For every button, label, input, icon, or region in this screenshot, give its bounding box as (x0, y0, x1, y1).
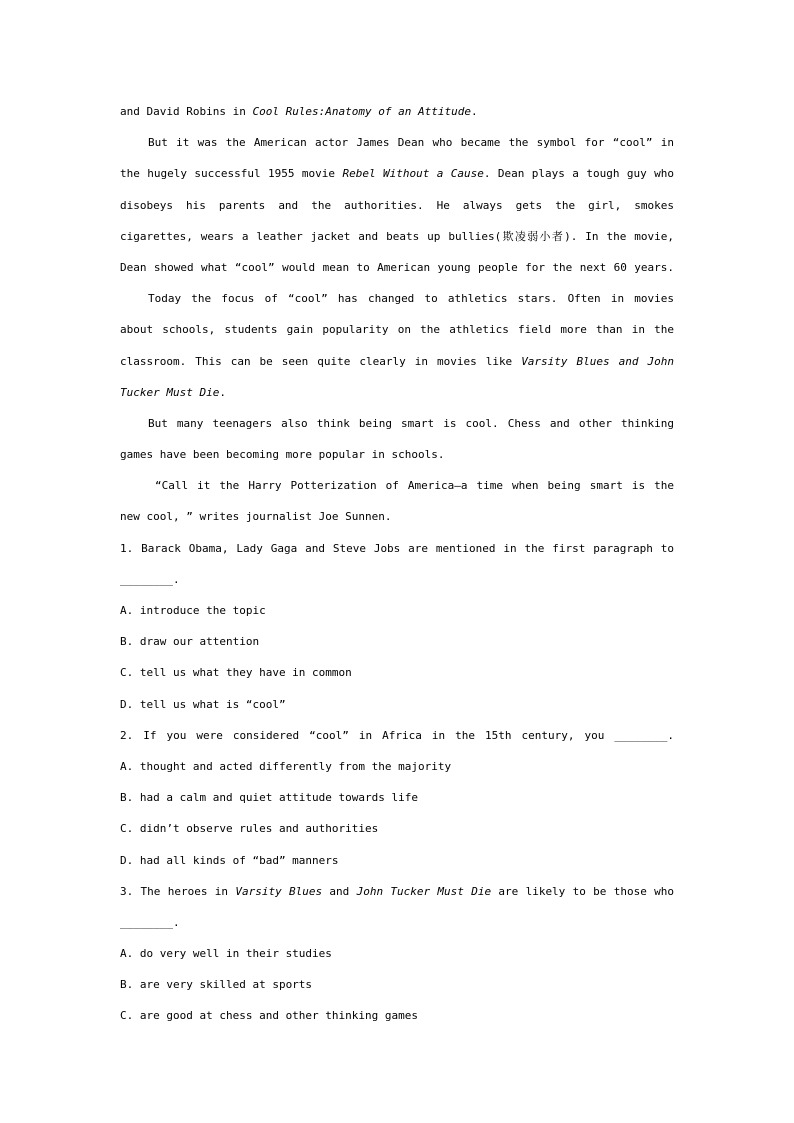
question-1-option-b: B. draw our attention (120, 635, 260, 649)
text: ________. (120, 915, 180, 929)
text: . Dean plays a tough guy who (483, 167, 674, 181)
passage-line (120, 158, 674, 189)
question-3-stem (120, 876, 674, 907)
text: . (219, 385, 226, 399)
question-2-option-b: B. had a calm and quiet attitude towards life (120, 791, 419, 805)
question-1-option-d: D. tell us what is “cool” (120, 697, 286, 711)
movie-title: Varsity Blues (235, 884, 323, 898)
question-2-option-d: D. had all kinds of “bad” manners (120, 853, 339, 867)
text: 1. Barack Obama, Lady Gaga and Steve Jobs are mentioned in the first paragraph to (120, 541, 674, 555)
text: and David Robins in (120, 105, 253, 118)
passage-line (120, 221, 674, 252)
passage-line (120, 439, 674, 470)
text: about schools, students gain popularity on the athletics field more than in the (120, 323, 674, 337)
text: are likely to be those who (491, 884, 674, 898)
question-3-blank (120, 907, 674, 938)
passage-line (120, 252, 674, 283)
text: games have been becoming more popular in schools. (120, 448, 445, 462)
text: Dean showed what “cool” would mean to American young people for the next 60 years. (120, 260, 674, 274)
passage-line (120, 283, 674, 314)
movie-title: Tucker Must Die (120, 385, 220, 399)
passage-line (120, 501, 674, 532)
text: ________. (120, 572, 180, 586)
document-page (120, 96, 674, 1032)
text: But it was the American actor James Dean who became the symbol for “cool” in (148, 136, 674, 150)
passage-line (120, 377, 674, 408)
question-1-stem (120, 533, 674, 564)
text: But many teenagers also think being smart is cool. Chess and other thinking (148, 416, 674, 430)
text: cigarettes, wears a leather jacket and beats up bullies(欺凌弱小者). In the movie, (120, 229, 674, 243)
text: and (322, 884, 357, 898)
question-1-blank (120, 564, 674, 595)
passage-line (120, 408, 674, 439)
question-2-option-c: C. didn’t observe rules and authorities (120, 822, 379, 836)
book-title: Cool Rules:Anatomy of an Attitude (252, 105, 471, 118)
text: classroom. This can be seen quite clearly in movies like (120, 354, 522, 368)
text: 2. If you were considered “cool” in Africa in the 15th century, you ________. (120, 728, 674, 742)
question-3-option-a: A. do very well in their studies (120, 947, 332, 961)
question-1-option-a: A. introduce the topic (120, 604, 266, 617)
passage-line (120, 127, 674, 158)
text: disobeys his parents and the authorities. He always gets the girl, smokes (120, 198, 674, 212)
question-2-option-a: A. thought and acted differently from the majority (120, 759, 452, 773)
movie-title: Rebel Without a Cause (342, 167, 484, 181)
movie-title: Varsity Blues and John (521, 354, 674, 368)
passage-line (120, 314, 674, 345)
question-3-option-b: B. are very skilled at sports (120, 978, 313, 992)
text: “Call it the Harry Potterization of America—a time when being smart is the (155, 479, 674, 493)
text: the hugely successful 1955 movie (120, 167, 343, 181)
passage-line (120, 470, 674, 501)
question-2-stem (120, 720, 674, 751)
passage-line (120, 346, 674, 377)
question-1-option-c: C. tell us what they have in common (120, 666, 352, 680)
text: 3. The heroes in (120, 884, 236, 898)
passage-line (120, 96, 674, 127)
text: . (471, 105, 478, 118)
text: new cool, ” writes journalist Joe Sunnen. (120, 510, 392, 524)
question-3-option-c: C. are good at chess and other thinking games (120, 1009, 419, 1023)
text: Today the focus of “cool” has changed to athletics stars. Often in movies (148, 292, 674, 306)
movie-title: John Tucker Must Die (356, 884, 492, 898)
passage-line (120, 190, 674, 221)
